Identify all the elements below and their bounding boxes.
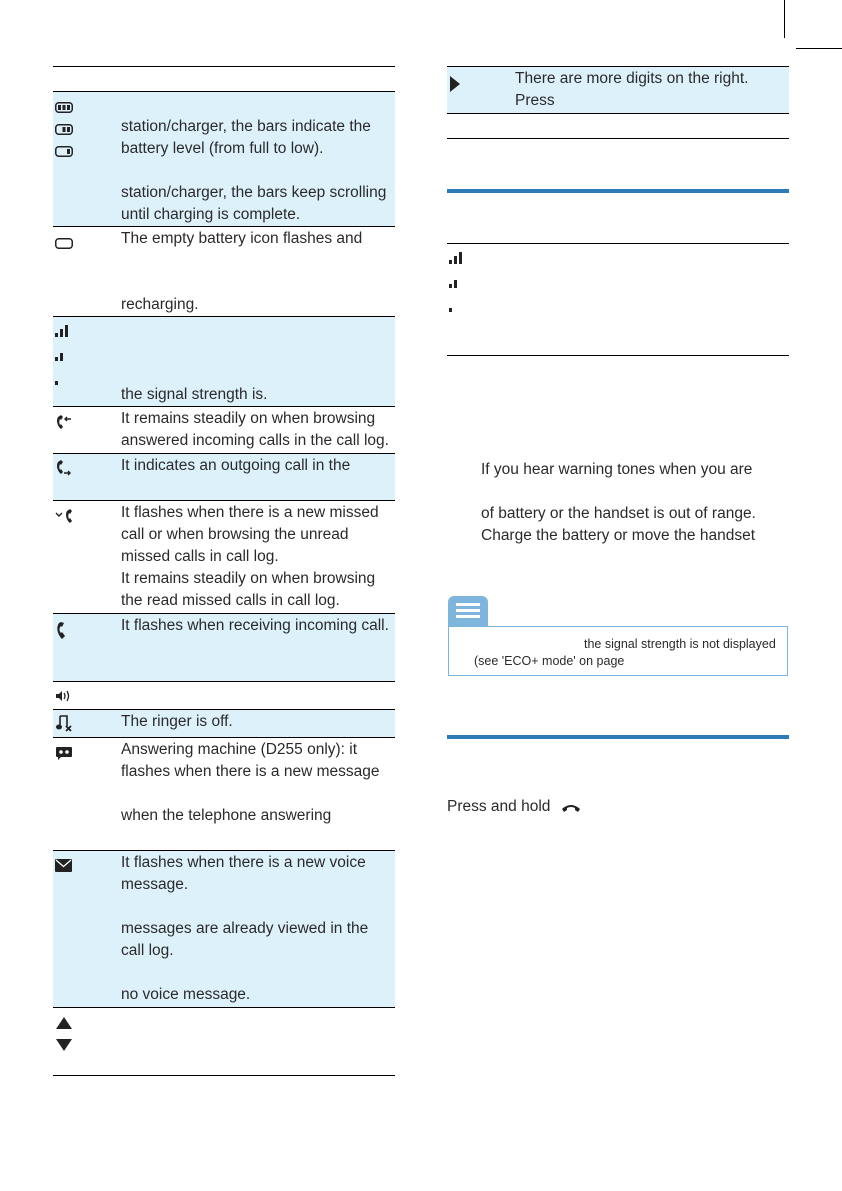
scroll-description	[121, 1009, 393, 1075]
warning-line: If you hear warning tones when you are	[481, 461, 753, 478]
battery-empty-icon	[55, 238, 73, 249]
section-divider	[447, 735, 789, 739]
signal-medium-icon	[55, 349, 69, 361]
note-text-line: (see 'ECO+ mode' on page	[474, 654, 625, 668]
incoming-call-icon	[55, 622, 67, 640]
table-row-speaker	[53, 682, 395, 710]
signal-strong-icon	[55, 325, 69, 337]
table-row-empty	[447, 114, 789, 139]
note-box	[448, 626, 788, 676]
end-call-icon	[561, 803, 581, 813]
table-row-signal	[53, 317, 395, 407]
battery-low-icon	[55, 146, 73, 157]
missed-call-icon	[55, 509, 75, 525]
more-digits-description: There are more digits on the right. Press	[515, 70, 749, 109]
speaker-icon	[55, 690, 73, 702]
note-text-line: the signal strength is not displayed	[584, 637, 776, 651]
incoming-call-description: It flashes when receiving incoming call.	[121, 617, 389, 634]
signal-weak-icon	[449, 300, 463, 312]
signal-weak-icon	[55, 373, 69, 385]
signal-list-bottom-rule	[447, 355, 789, 356]
table-row-more-digits	[447, 66, 789, 114]
speaker-description	[121, 683, 393, 705]
table-row-missed-call	[53, 501, 395, 614]
section-divider	[447, 189, 789, 193]
icon-table	[53, 66, 395, 1076]
envelope-icon	[55, 859, 73, 873]
note-icon	[456, 603, 480, 619]
answering-machine-description: Answering machine (D255 only): it flashes when there is a new message when the telephone answering	[121, 741, 380, 824]
table-row-answered-call	[53, 407, 395, 454]
crop-mark-vertical	[784, 0, 785, 38]
table-row-voice-message	[53, 851, 395, 1008]
battery-level-description: station/charger, the bars indicate the battery level (from full to low). station/charger, the bars keep scrolling until charging is complete.	[121, 118, 387, 223]
table-row-ringer-off	[53, 710, 395, 738]
answering-machine-icon	[55, 746, 73, 762]
icon-table-continued	[447, 66, 789, 139]
signal-strong-icon	[449, 252, 463, 264]
table-row-incoming-call	[53, 614, 395, 682]
battery-medium-icon	[55, 124, 73, 135]
more-digits-arrow-icon	[449, 75, 461, 93]
signal-list-top-rule	[447, 243, 789, 244]
signal-description: the signal strength is.	[121, 386, 268, 403]
table-header-row	[53, 66, 395, 92]
warning-line: of battery or the handset is out of range.	[481, 505, 756, 522]
outgoing-call-icon	[55, 460, 73, 478]
warning-line: Charge the battery or move the handset	[481, 527, 755, 544]
outgoing-call-description: It indicates an outgoing call in the	[121, 457, 351, 474]
answered-call-description: It remains steadily on when browsing answered incoming calls in the call log.	[121, 410, 389, 449]
battery-empty-description: The empty battery icon flashes and recharging.	[121, 230, 363, 313]
ringer-off-icon	[55, 715, 73, 733]
table-row-battery-level	[53, 92, 395, 227]
note-tab	[448, 596, 488, 626]
table-row-answering-machine	[53, 738, 395, 851]
voice-message-description: It flashes when there is a new voice message. messages are already viewed in the call log. no voice message.	[121, 854, 369, 1003]
press-hold-text: Press and hold	[447, 798, 551, 815]
table-row-scroll	[53, 1008, 395, 1076]
missed-call-description: It flashes when there is a new missed call or when browsing the unread missed calls in call log. It remains steadily on when browsing the read missed calls in call log.	[121, 504, 379, 609]
battery-full-icon	[55, 102, 73, 113]
scroll-down-icon	[55, 1038, 73, 1052]
signal-medium-icon	[449, 276, 463, 288]
table-row-battery-empty	[53, 227, 395, 317]
crop-mark-horizontal	[796, 48, 842, 49]
table-row-outgoing-call	[53, 454, 395, 501]
answered-call-icon	[55, 415, 73, 431]
ringer-off-description: The ringer is off.	[121, 713, 233, 730]
press-hold-instruction	[447, 796, 581, 818]
scroll-up-icon	[55, 1016, 73, 1030]
